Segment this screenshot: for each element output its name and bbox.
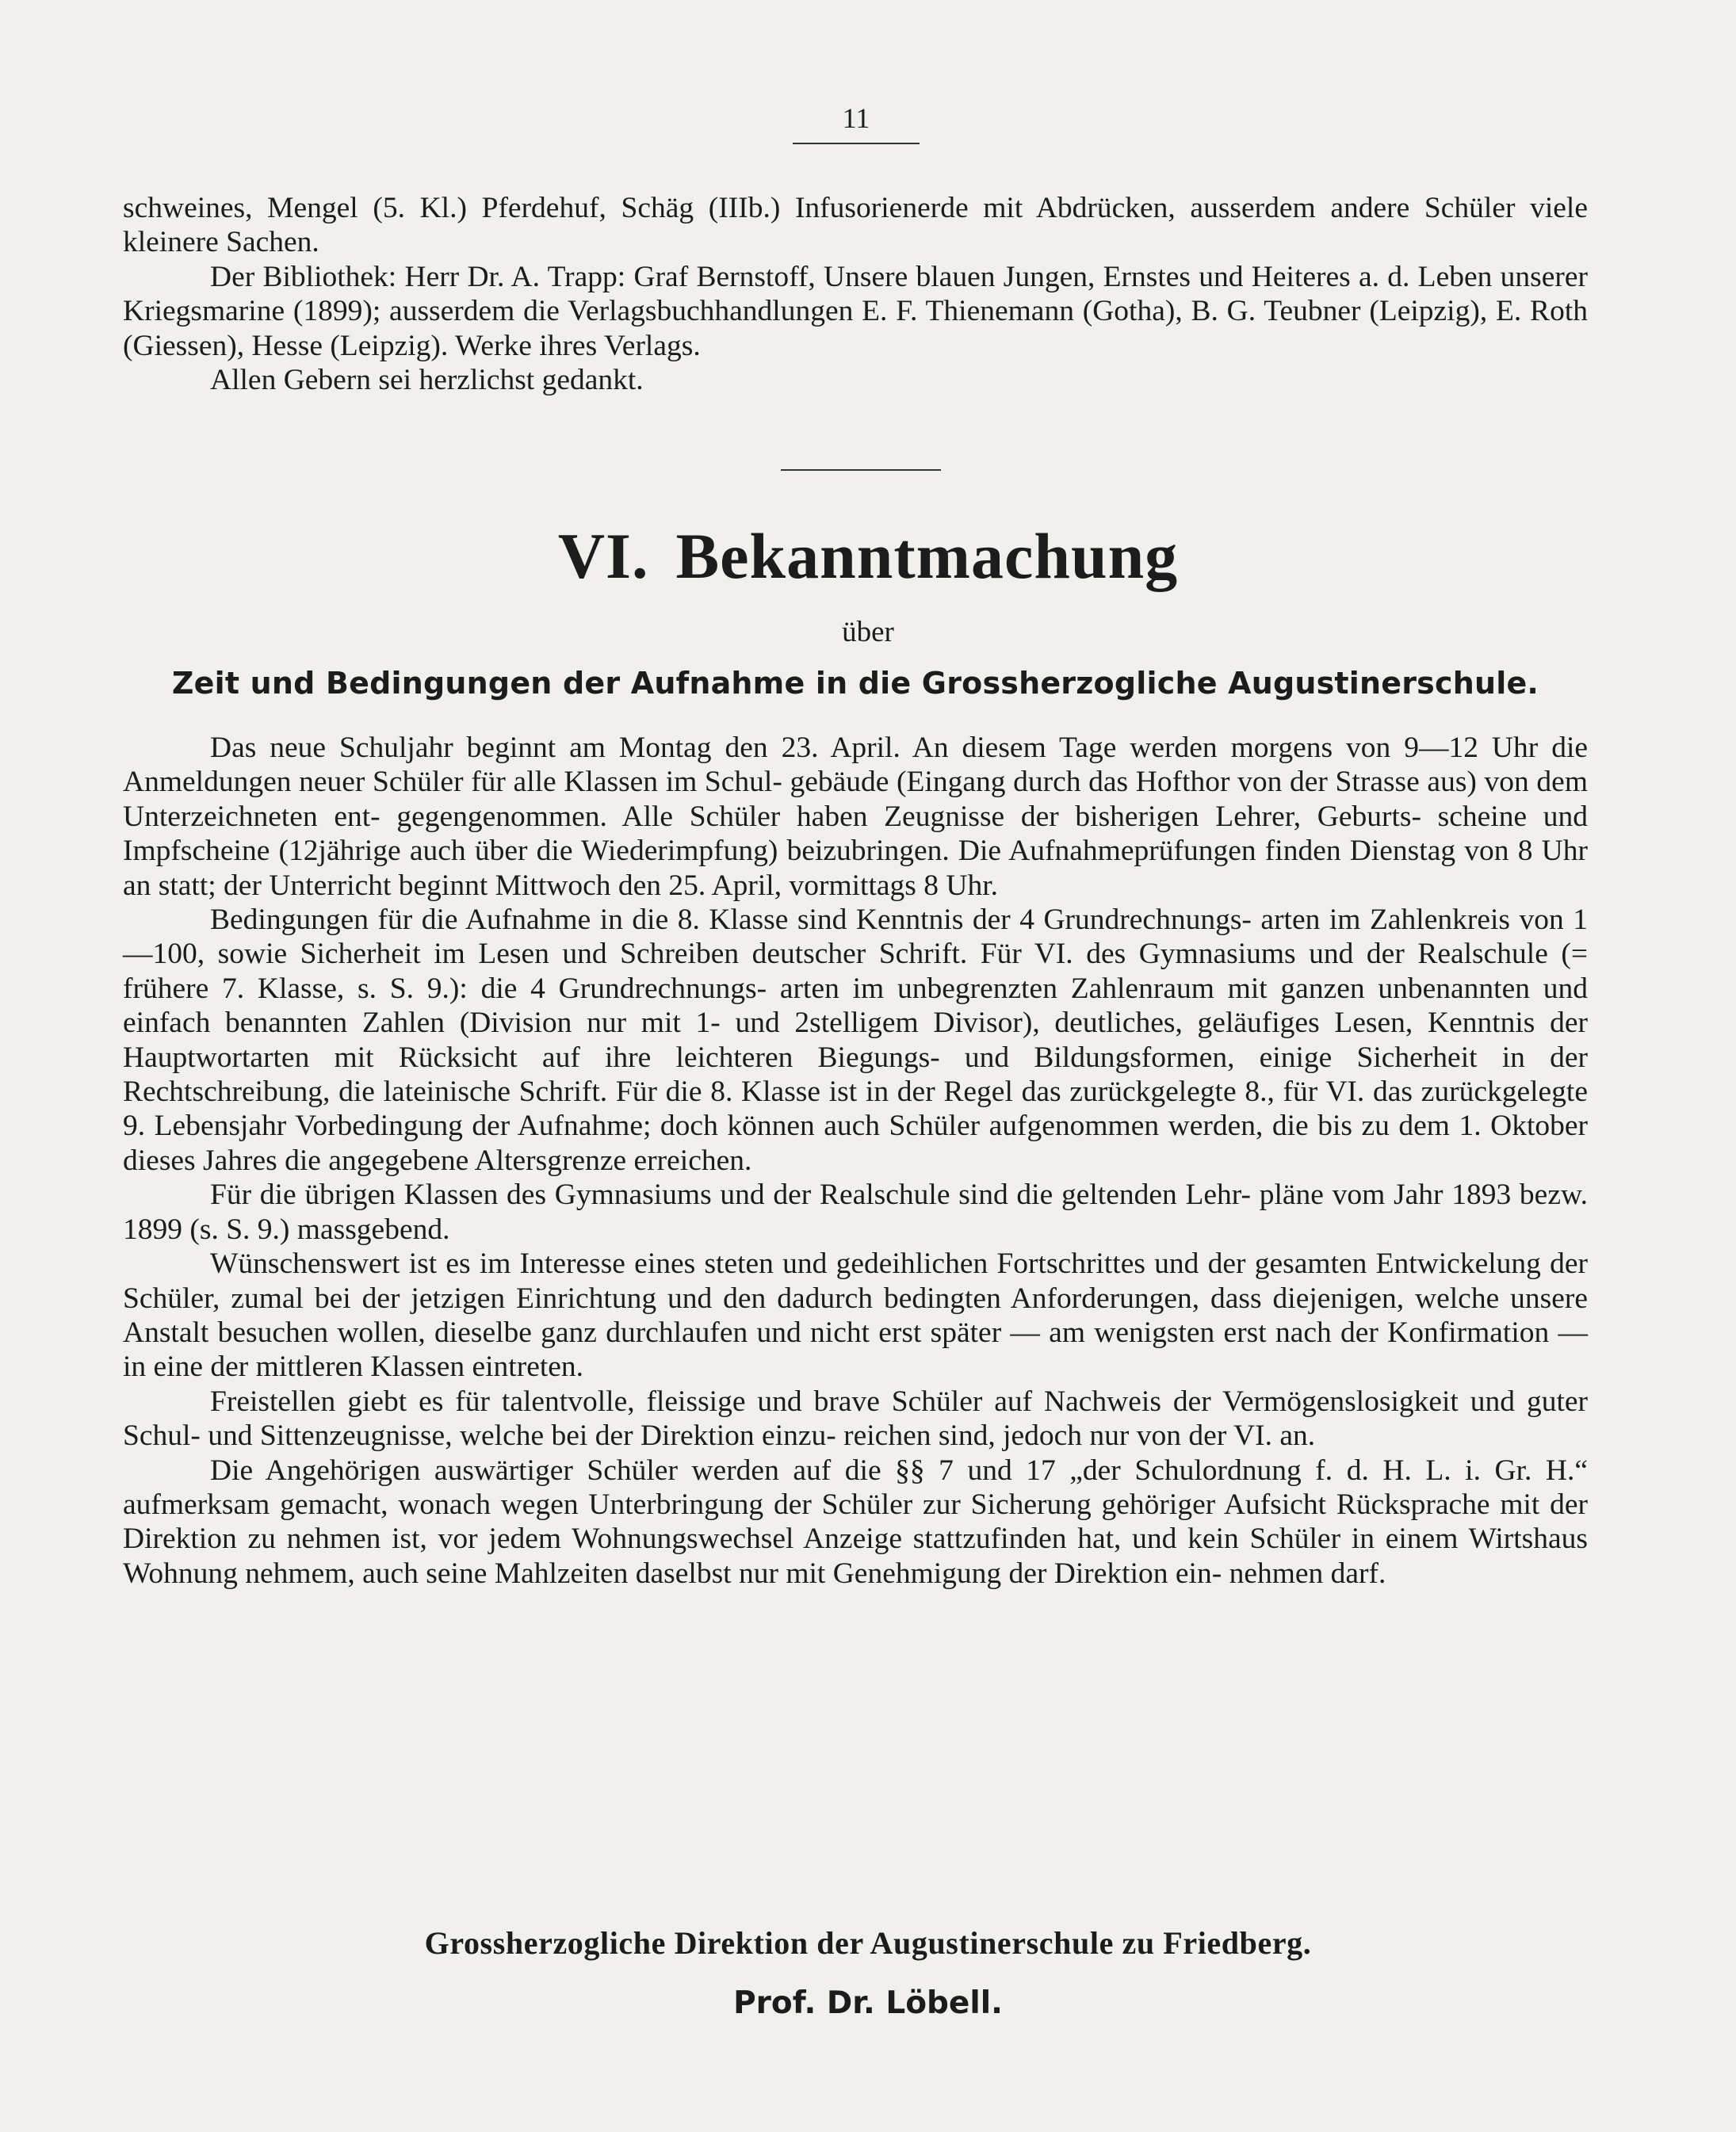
signature-institution: Grossherzogliche Direktion der Augustinerschule zu Friedberg. <box>424 1925 1312 1961</box>
section-heading: Bekanntmachung <box>675 520 1179 592</box>
page-number-rule <box>793 143 920 144</box>
title-connector: über <box>842 616 894 648</box>
paragraph-library: Der Bibliothek: Herr Dr. A. Trapp: Graf Bernstoff, Unsere blauen Jungen, Ernstes und Heiteres a. d. Leben unserer Kriegsmarine (1899); ausserdem die Verlagsbuchhandlungen E. F. Thienemann (Gotha), B. G. Teubner (Leipzig), E. Roth (Giessen), Hesse (Leipzig). Werke ihres Verlags. <box>123 260 1588 362</box>
body-section <box>123 731 1588 1591</box>
paragraph-free-places: Freistellen giebt es für talentvolle, fleissige und brave Schüler auf Nachweis der Vermögenslosigkeit und guter Schul- und Sittenzeugnisse, welche bei der Direktion einzu- reichen sind, jedoch nur von der VI. an. <box>123 1385 1588 1453</box>
paragraph-other-classes: Für die übrigen Klassen des Gymnasiums und der Realschule sind die geltenden Lehr- pläne vom Jahr 1893 bezw. 1899 (s. S. 9.) massgebend. <box>123 1179 1588 1246</box>
paragraph-external-students: Die Angehörigen auswärtiger Schüler werden auf die §§ 7 und 17 „der Schulordnung f. d. H. L. i. Gr. H.“ aufmerksam gemacht, wonach wegen Unterbringung der Schüler zur Sicherung gehöriger Aufsicht Rücksprache mit der Direktion zu nehmen ist, vor jedem Wohnungswechsel Anzeige stattzufinden hat, und kein Schüler in einem Wirtshaus Wohnung nehmem, auch seine Mahlzeiten daselbst nur mit Genehmigung der Direktion ein- nehmen darf. <box>123 1454 1589 1590</box>
paragraph-donations-objects: schweines, Mengel (5. Kl.) Pferdehuf, Schäg (IIIb.) Infusorienerde mit Abdrücken, ausserdem andere Schüler viele kleinere Sachen. <box>123 192 1588 259</box>
paragraph-admission-conditions: Bedingungen für die Aufnahme in die 8. Klasse sind Kenntnis der 4 Grundrechnungs- arten im Zahlenkreis von 1—100, sowie Sicherheit im Lesen und Schreiben deutscher Schrift. Für VI. des Gymnasiums und der Realschule (= frühere 7. Klasse, s. S. 9.): die 4 Grundrechnungs- arten im unbegrenzten Zahlenraum mit ganzen unbenannten und einfach benannten Zahlen (Division nur mit 1- und 2stelligem Divisor), deutliches, geläufiges Lesen, Kenntnis der Hauptwortarten mit Rücksicht auf ihre leichteren Biegungs- und Bildungsformen, einige Sicherheit in der Rechtschreibung, die lateinische Schrift. Für die 8. Klasse ist in der Regel das zurückgelegte 8., für VI. das zurückgelegte 9. Lebensjahr Vorbedingung der Aufnahme; doch können auch Schüler aufgenommen werden, die bis zu dem 1. Oktober dieses Jahres die angegebene Altersgrenze erreichen. <box>123 904 1589 1177</box>
paragraph-thanks: Allen Gebern sei herzlichst gedankt. <box>210 364 644 397</box>
page-number: 11 <box>842 102 870 134</box>
signature-name: Prof. Dr. Löbell. <box>733 1985 1003 2021</box>
paragraph-recommendation: Wünschenswert ist es im Interesse eines steten und gedeihlichen Fortschrittes und der gesamten Entwickelung der Schüler, zumal bei der jetzigen Einrichtung und den dadurch bedingten Anforderungen, dass diejenigen, welche unsere Anstalt besuchen wollen, dieselbe ganz durchlaufen und nicht erst später — am wenigsten erst nach der Konfirmation — in eine der mittleren Klassen eintreten. <box>123 1247 1589 1384</box>
section-separator <box>781 469 941 471</box>
section-number: VI. <box>557 520 649 592</box>
paragraph-school-year: Das neue Schuljahr beginnt am Montag den 23. April. An diesem Tage werden morgens von 9—12 Uhr die Anmeldungen neuer Schüler für alle Klassen im Schul- gebäude (Eingang durch das Hofthor von der Strasse aus) von dem Unterzeichneten ent- gegengenommen. Alle Schüler haben Zeugnisse der bisherigen Lehrer, Geburts- scheine und Impfscheine (12jährige auch über die Wiederimpfung) beizubringen. Die Aufnahmeprüfungen finden Dienstag von 8 Uhr an statt; der Unterricht beginnt Mittwoch den 25. April, vormittags 8 Uhr. <box>123 732 1589 902</box>
top-section <box>123 191 1588 397</box>
section-title <box>0 519 1736 594</box>
section-subtitle: Zeit und Bedingungen der Aufnahme in die Grossherzogliche Augustinerschule. <box>171 666 1539 701</box>
